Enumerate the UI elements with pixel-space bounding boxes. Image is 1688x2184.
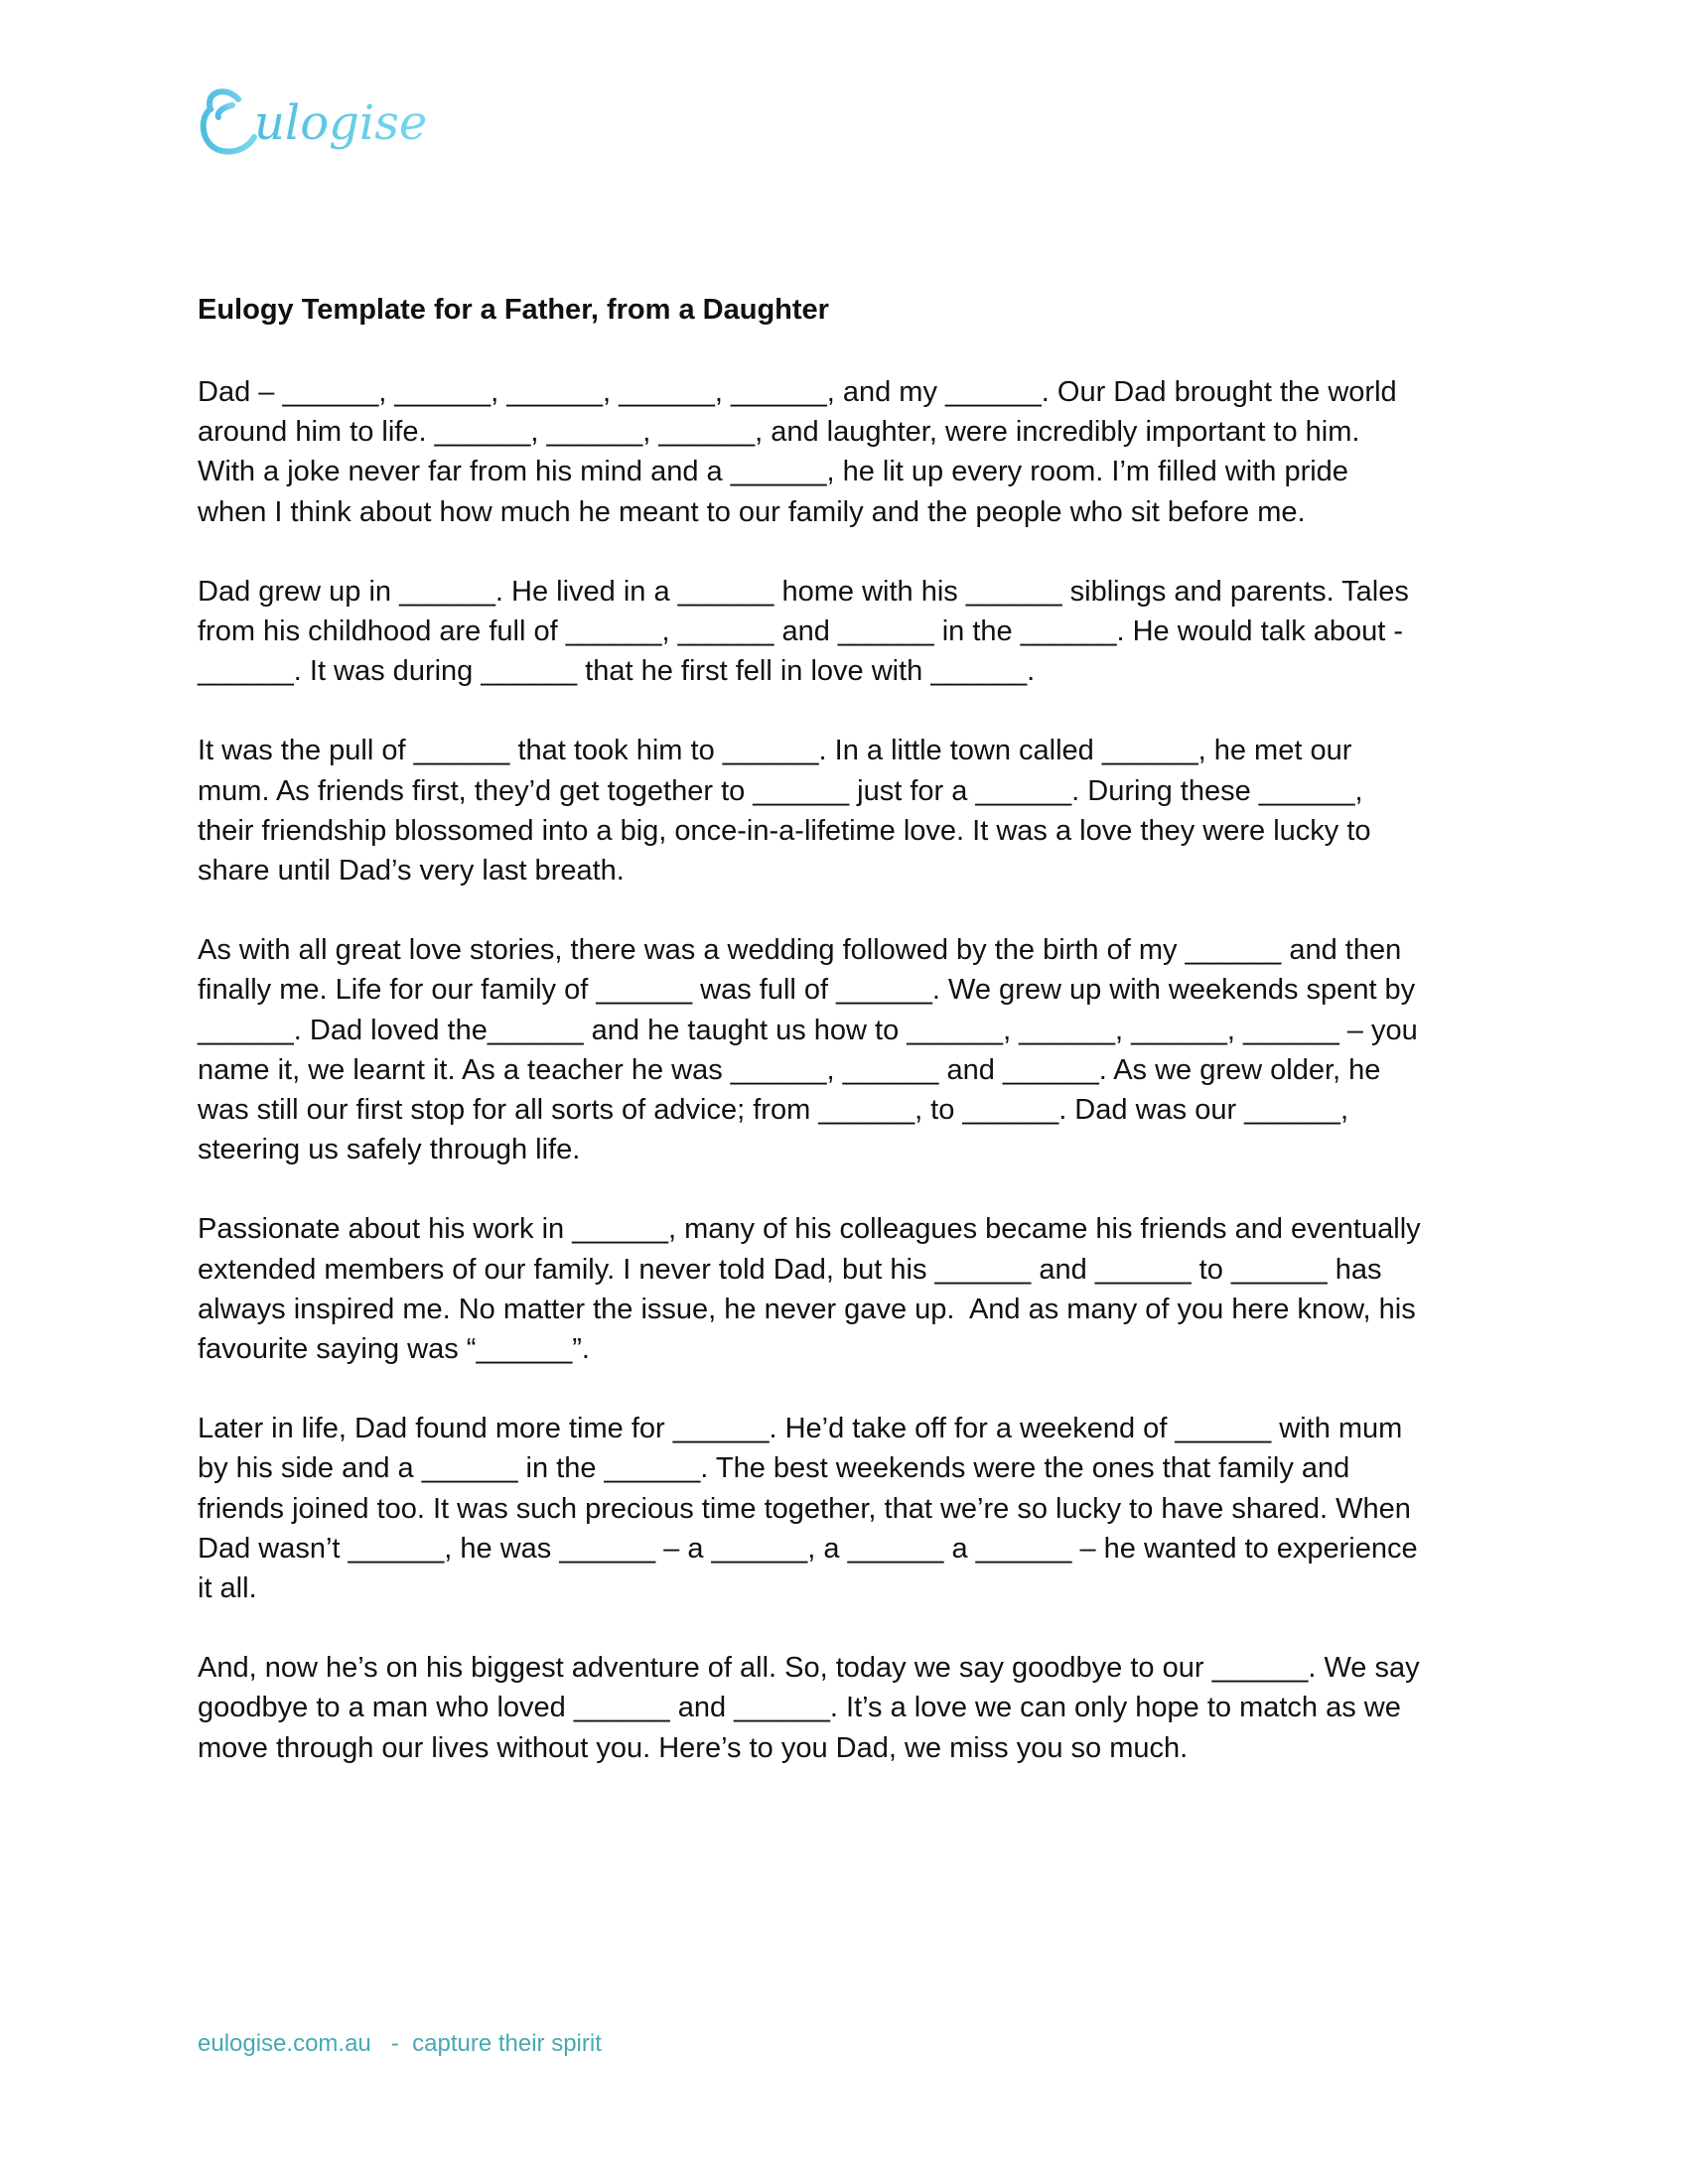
paragraph-line: it all. <box>198 1572 257 1605</box>
paragraph-line: was still our first stop for all sorts of advice; from ______, to ______. Dad was our ______, <box>198 1094 1348 1127</box>
footer-tagline: capture their spirit <box>412 2030 602 2057</box>
paragraph-line: favourite saying was “______”. <box>198 1333 590 1366</box>
paragraph-1 <box>198 372 1508 532</box>
document-title: Eulogy Template for a Father, from a Daughter <box>198 294 829 326</box>
paragraph-line: move through our lives without you. Here’s to you Dad, we miss you so much. <box>198 1731 1189 1764</box>
paragraph-3 <box>198 731 1508 890</box>
paragraph-line: ______. It was during ______ that he first fell in love with ______. <box>198 655 1036 688</box>
paragraph-7 <box>198 1648 1508 1768</box>
paragraph-line: As with all great love stories, there was a wedding followed by the birth of my ______ and then <box>198 934 1402 967</box>
paragraph-line: Dad grew up in ______. He lived in a ______ home with his ______ siblings and parents. Tales <box>198 575 1409 608</box>
paragraph-line: finally me. Life for our family of ______ was full of ______. We grew up with weekends spent by <box>198 974 1416 1007</box>
paragraph-line: around him to life. ______, ______, ______, and laughter, were incredibly important to him. <box>198 416 1360 449</box>
eulogise-logo-icon <box>199 77 457 167</box>
paragraph-line: With a joke never far from his mind and a ______, he lit up every room. I’m filled with pride <box>198 456 1348 488</box>
footer-site-link[interactable]: eulogise.com.au <box>198 2030 371 2057</box>
paragraph-line: their friendship blossomed into a big, once-in-a-lifetime love. It was a love they were lucky to <box>198 814 1371 847</box>
footer <box>198 2030 602 2058</box>
footer-separator: - <box>370 2030 413 2057</box>
paragraph-line: Passionate about his work in ______, many of his colleagues became his friends and eventually <box>198 1213 1421 1246</box>
paragraph-line: when I think about how much he meant to our family and the people who sit before me. <box>198 495 1306 528</box>
eulogy-body <box>198 372 1508 1808</box>
paragraph-5 <box>198 1209 1508 1369</box>
paragraph-line: from his childhood are full of ______, ______ and ______ in the ______. He would talk about - <box>198 615 1404 648</box>
paragraph-line: Later in life, Dad found more time for ______. He’d take off for a weekend of ______ with mum <box>198 1413 1403 1445</box>
paragraph-line: goodbye to a man who loved ______ and ______. It’s a love we can only hope to match as we <box>198 1692 1401 1724</box>
paragraph-line: by his side and a ______ in the ______. The best weekends were the ones that family and <box>198 1452 1350 1485</box>
paragraph-line: Dad wasn’t ______, he was ______ – a ______, a ______ a ______ – he wanted to experience <box>198 1532 1418 1565</box>
paragraph-line: It was the pull of ______ that took him to ______. In a little town called ______, he met our <box>198 735 1352 767</box>
paragraph-line: steering us safely through life. <box>198 1134 581 1166</box>
eulogise-logo <box>199 77 457 167</box>
paragraph-line: always inspired me. No matter the issue, he never gave up. And as many of you here know, his <box>198 1293 1416 1325</box>
paragraph-line: name it, we learnt it. As a teacher he was ______, ______ and ______. As we grew older, he <box>198 1053 1381 1086</box>
paragraph-line: mum. As friends first, they’d get together to ______ just for a ______. During these ______, <box>198 774 1363 807</box>
paragraph-line: friends joined too. It was such precious time together, that we’re so lucky to have shared. When <box>198 1492 1411 1525</box>
paragraph-4 <box>198 930 1508 1169</box>
paragraph-6 <box>198 1409 1508 1608</box>
paragraph-line: Dad – ______, ______, ______, ______, ______, and my ______. Our Dad brought the world <box>198 376 1397 408</box>
paragraph-line: And, now he’s on his biggest adventure of all. So, today we say goodbye to our ______. We say <box>198 1652 1420 1685</box>
paragraph-2 <box>198 572 1508 692</box>
paragraph-line: ______. Dad loved the______ and he taught us how to ______, ______, ______, ______ – you <box>198 1014 1418 1046</box>
svg-text:ulogise: ulogise <box>254 95 428 151</box>
paragraph-line: share until Dad’s very last breath. <box>198 855 625 887</box>
paragraph-line: extended members of our family. I never told Dad, but his ______ and ______ to ______ has <box>198 1253 1382 1286</box>
